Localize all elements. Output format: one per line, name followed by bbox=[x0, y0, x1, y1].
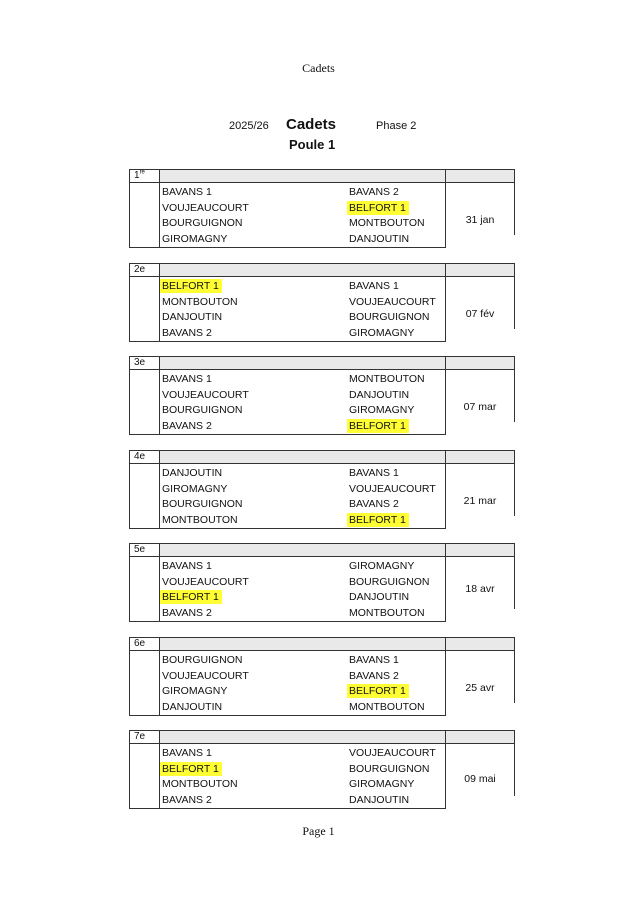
round-border-left bbox=[129, 169, 130, 248]
home-team: BAVANS 2 bbox=[162, 607, 212, 619]
home-team: BELFORT 1 bbox=[160, 762, 222, 776]
round-table bbox=[129, 169, 515, 248]
round-bottom-border bbox=[129, 341, 445, 342]
away-team: DANJOUTIN bbox=[349, 591, 410, 603]
home-team: BAVANS 1 bbox=[162, 186, 212, 198]
round-border-left bbox=[129, 450, 130, 529]
round-number-text: 3e bbox=[134, 357, 146, 368]
away-team: BAVANS 2 bbox=[349, 670, 399, 682]
home-team: BAVANS 2 bbox=[162, 327, 212, 339]
away-team: MONTBOUTON bbox=[349, 217, 425, 229]
away-team: BOURGUIGNON bbox=[349, 311, 430, 323]
home-team: GIROMAGNY bbox=[162, 233, 228, 245]
round-border-right bbox=[514, 730, 515, 796]
round-bottom-border bbox=[129, 808, 445, 809]
round-border-right bbox=[514, 543, 515, 609]
away-team: VOUJEAUCOURT bbox=[349, 483, 436, 495]
round-border-right bbox=[514, 637, 515, 703]
round-table bbox=[129, 543, 515, 622]
round-number bbox=[134, 357, 145, 369]
home-team: BOURGUIGNON bbox=[162, 498, 243, 510]
round-border-right bbox=[514, 450, 515, 516]
away-team: BELFORT 1 bbox=[347, 201, 409, 215]
round-border-left bbox=[129, 637, 130, 716]
away-team: MONTBOUTON bbox=[349, 607, 425, 619]
home-team: BELFORT 1 bbox=[160, 590, 222, 604]
home-team: GIROMAGNY bbox=[162, 483, 228, 495]
home-team: GIROMAGNY bbox=[162, 685, 228, 697]
round-header-row bbox=[159, 170, 514, 182]
away-team: BOURGUIGNON bbox=[349, 576, 430, 588]
away-team: BOURGUIGNON bbox=[349, 763, 430, 775]
round-date: 07 mar bbox=[463, 401, 497, 413]
round-header-border bbox=[129, 556, 514, 557]
page-number: Page 1 bbox=[302, 824, 335, 838]
away-team: BAVANS 1 bbox=[349, 654, 399, 666]
home-team: BELFORT 1 bbox=[160, 279, 222, 293]
round-bottom-border bbox=[129, 621, 445, 622]
round-date-divider bbox=[445, 263, 446, 342]
round-table bbox=[129, 263, 515, 342]
home-team: VOUJEAUCOURT bbox=[162, 202, 249, 214]
home-team: VOUJEAUCOURT bbox=[162, 389, 249, 401]
round-bottom-border bbox=[129, 715, 445, 716]
round-number bbox=[134, 731, 145, 743]
round-bottom-border bbox=[129, 434, 445, 435]
round-header-row bbox=[159, 544, 514, 556]
home-team: BOURGUIGNON bbox=[162, 404, 243, 416]
round-date-divider bbox=[445, 169, 446, 248]
round-date: 18 avr bbox=[465, 583, 495, 595]
round-border-left bbox=[129, 356, 130, 435]
home-team: VOUJEAUCOURT bbox=[162, 670, 249, 682]
home-team: MONTBOUTON bbox=[162, 778, 238, 790]
round-bottom-border bbox=[129, 247, 445, 248]
group-title: Poule 1 bbox=[289, 137, 336, 152]
away-team: VOUJEAUCOURT bbox=[349, 747, 436, 759]
round-header-border bbox=[129, 743, 514, 744]
round-number-text: 5e bbox=[134, 544, 146, 555]
away-team: GIROMAGNY bbox=[349, 404, 415, 416]
home-team: MONTBOUTON bbox=[162, 296, 238, 308]
round-header-border bbox=[129, 650, 514, 651]
round-date-divider bbox=[445, 356, 446, 435]
round-number-suffix: re bbox=[139, 169, 145, 176]
round-header-row bbox=[159, 638, 514, 650]
home-team: BOURGUIGNON bbox=[162, 654, 243, 666]
home-team: MONTBOUTON bbox=[162, 514, 238, 526]
round-header-border bbox=[129, 182, 514, 183]
round-date-divider bbox=[445, 450, 446, 529]
home-team: VOUJEAUCOURT bbox=[162, 576, 249, 588]
away-team: BELFORT 1 bbox=[347, 419, 409, 433]
round-number-text: 4e bbox=[134, 451, 146, 462]
round-border-right bbox=[514, 263, 515, 329]
round-number bbox=[134, 264, 145, 276]
round-header-row bbox=[159, 264, 514, 276]
away-team: BAVANS 1 bbox=[349, 467, 399, 479]
round-table bbox=[129, 450, 515, 529]
round-date: 21 mar bbox=[463, 495, 497, 507]
round-number-text: 7e bbox=[134, 731, 146, 742]
home-team: BAVANS 1 bbox=[162, 747, 212, 759]
away-team: BAVANS 1 bbox=[349, 280, 399, 292]
away-team: DANJOUTIN bbox=[349, 233, 410, 245]
away-team: BELFORT 1 bbox=[347, 684, 409, 698]
away-team: DANJOUTIN bbox=[349, 794, 410, 806]
away-team: GIROMAGNY bbox=[349, 327, 415, 339]
round-number bbox=[134, 170, 145, 182]
home-team: BAVANS 2 bbox=[162, 420, 212, 432]
round-date-divider bbox=[445, 637, 446, 716]
round-header-row bbox=[159, 731, 514, 743]
away-team: MONTBOUTON bbox=[349, 373, 425, 385]
round-date: 25 avr bbox=[465, 682, 495, 694]
round-border-left bbox=[129, 730, 130, 809]
category-title: Cadets bbox=[286, 116, 337, 133]
round-header-row bbox=[159, 451, 514, 463]
round-border-left bbox=[129, 263, 130, 342]
home-team: BOURGUIGNON bbox=[162, 217, 243, 229]
round-number bbox=[134, 544, 145, 556]
round-date-divider bbox=[445, 730, 446, 809]
home-team: DANJOUTIN bbox=[162, 467, 223, 479]
home-team: BAVANS 2 bbox=[162, 794, 212, 806]
season-label: 2025/26 bbox=[229, 120, 269, 132]
round-border-left bbox=[129, 543, 130, 622]
round-table bbox=[129, 730, 515, 809]
round-number-text: 6e bbox=[134, 638, 146, 649]
away-team: BAVANS 2 bbox=[349, 498, 399, 510]
round-header-border bbox=[129, 369, 514, 370]
round-header-border bbox=[129, 276, 514, 277]
round-border-right bbox=[514, 356, 515, 422]
document-title: Cadets bbox=[302, 61, 335, 75]
round-date: 09 mai bbox=[464, 773, 496, 785]
home-team: DANJOUTIN bbox=[162, 701, 223, 713]
round-date: 31 jan bbox=[465, 214, 495, 226]
home-team: BAVANS 1 bbox=[162, 560, 212, 572]
away-team: GIROMAGNY bbox=[349, 560, 415, 572]
round-header-row bbox=[159, 357, 514, 369]
round-border-right bbox=[514, 169, 515, 235]
round-number-text: 1 bbox=[134, 170, 140, 181]
home-team: DANJOUTIN bbox=[162, 311, 223, 323]
away-team: BELFORT 1 bbox=[347, 513, 409, 527]
home-team: BAVANS 1 bbox=[162, 373, 212, 385]
round-date: 07 fév bbox=[465, 308, 495, 320]
phase-label: Phase 2 bbox=[376, 120, 417, 132]
round-table bbox=[129, 637, 515, 716]
away-team: MONTBOUTON bbox=[349, 701, 425, 713]
away-team: GIROMAGNY bbox=[349, 778, 415, 790]
round-header-border bbox=[129, 463, 514, 464]
away-team: BAVANS 2 bbox=[349, 186, 399, 198]
away-team: VOUJEAUCOURT bbox=[349, 296, 436, 308]
round-number-text: 2e bbox=[134, 264, 146, 275]
round-bottom-border bbox=[129, 528, 445, 529]
round-number bbox=[134, 451, 145, 463]
away-team: DANJOUTIN bbox=[349, 389, 410, 401]
round-number bbox=[134, 638, 145, 650]
round-table bbox=[129, 356, 515, 435]
